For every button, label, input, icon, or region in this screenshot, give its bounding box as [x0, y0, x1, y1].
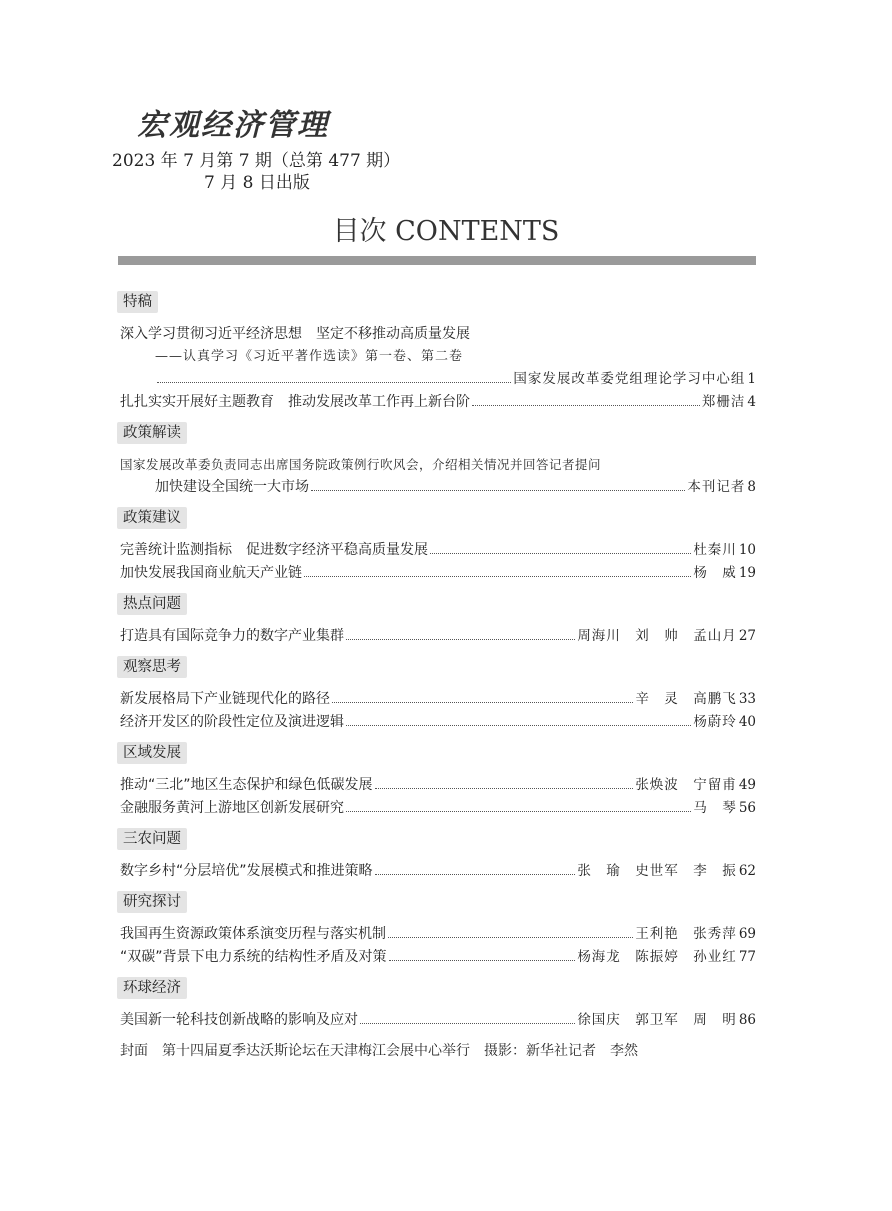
article-author: 本刊记者: [687, 479, 746, 495]
toc-entry[interactable]: [120, 539, 756, 562]
journal-masthead: 宏观经济管理: [137, 108, 329, 143]
toc-entry[interactable]: [120, 797, 756, 820]
toc-entry[interactable]: [120, 860, 756, 883]
section-entries: [120, 454, 756, 499]
article-title[interactable]: 新发展格局下产业链现代化的路径: [120, 691, 330, 707]
toc-section: [120, 593, 756, 648]
article-author: 辛 灵 高鹏飞: [635, 691, 737, 707]
article-author: 张焕波 宁留甫: [635, 777, 737, 793]
section-entries: [120, 1009, 756, 1032]
article-author: 王利艳 张秀萍: [635, 926, 737, 942]
section-label: 观察思考: [117, 656, 187, 678]
title-divider: [118, 256, 756, 265]
article-author: 徐国庆 郭卫军 周 明: [577, 1012, 737, 1028]
publish-date: 7 月 8 日出版: [204, 173, 310, 193]
dot-leader: [346, 725, 691, 726]
article-title[interactable]: 深入学习贯彻习近平经济思想 坚定不移推动高质量发展: [120, 326, 470, 342]
article-title[interactable]: 金融服务黄河上游地区创新发展研究: [120, 800, 344, 816]
article-author: 杨 威: [693, 565, 737, 581]
section-entries: [120, 688, 756, 734]
page-number: 62: [738, 863, 756, 879]
section-label: 研究探讨: [117, 891, 187, 913]
section-entries: [120, 860, 756, 883]
toc-entry[interactable]: [120, 923, 756, 946]
section-label: 热点问题: [117, 593, 187, 615]
toc-section: [120, 422, 756, 499]
section-entries: [120, 923, 756, 969]
page-number: 56: [738, 800, 756, 816]
article-title[interactable]: 推动“三北”地区生态保护和绿色低碳发展: [120, 777, 373, 793]
toc-entry[interactable]: [120, 1009, 756, 1032]
issue-number: 2023 年 7 月第 7 期（总第 477 期）: [112, 151, 401, 171]
page-number: 8: [747, 479, 756, 495]
toc-section: [120, 977, 756, 1032]
dot-leader: [304, 576, 691, 577]
section-label: 环球经济: [117, 977, 187, 999]
toc-entry[interactable]: [120, 476, 756, 499]
page-number: 77: [738, 949, 756, 965]
article-title[interactable]: 打造具有国际竞争力的数字产业集群: [120, 628, 344, 644]
page-number: 10: [738, 542, 756, 558]
section-entries: [120, 323, 756, 414]
dot-leader: [375, 874, 576, 875]
page-number: 4: [747, 394, 756, 410]
section-label: 政策建议: [117, 507, 187, 529]
page-number: 1: [747, 371, 756, 387]
article-title[interactable]: 加快发展我国商业航天产业链: [120, 565, 302, 581]
page-number: 69: [738, 926, 756, 942]
page-number: 40: [738, 714, 756, 730]
section-label: 政策解读: [117, 422, 187, 444]
article-title[interactable]: 美国新一轮科技创新战略的影响及应对: [120, 1012, 358, 1028]
toc-entry[interactable]: [120, 946, 756, 969]
article-author: 郑栅洁: [701, 394, 746, 410]
article-title[interactable]: 扎扎实实开展好主题教育 推动发展改革工作再上新台阶: [120, 394, 470, 410]
toc-entry[interactable]: [120, 562, 756, 585]
article-title[interactable]: 加快建设全国统一大市场: [155, 479, 309, 495]
toc-section: [120, 291, 756, 414]
article-heading: 国家发展改革委负责同志出席国务院政策例行吹风会，介绍相关情况并回答记者提问: [120, 457, 602, 472]
dot-leader: [360, 1023, 575, 1024]
article-subtitle: ——认真学习《习近平著作选读》第一卷、第二卷: [155, 349, 464, 364]
article-author: 马 琴: [693, 800, 737, 816]
article-title[interactable]: “双碳”背景下电力系统的结构性矛盾及对策: [120, 949, 387, 965]
dot-leader: [389, 960, 576, 961]
page-number: 86: [738, 1012, 756, 1028]
dot-leader: [157, 382, 511, 383]
page-number: 33: [738, 691, 756, 707]
section-label: 三农问题: [117, 828, 187, 850]
page-number: 19: [738, 565, 756, 581]
article-author: 国家发展改革委党组理论学习中心组: [513, 371, 746, 387]
section-label: 特稿: [117, 291, 158, 313]
toc-entry[interactable]: [120, 625, 756, 648]
section-entries: [120, 539, 756, 585]
dot-leader: [375, 788, 634, 789]
page-number: 49: [738, 777, 756, 793]
toc-entry[interactable]: [120, 391, 756, 414]
toc-section: [120, 891, 756, 969]
dot-leader: [430, 553, 691, 554]
toc-entry[interactable]: [120, 774, 756, 797]
dot-leader: [332, 702, 633, 703]
article-title[interactable]: 经济开发区的阶段性定位及演进逻辑: [120, 714, 344, 730]
article-author: 张 瑜 史世军 李 振: [577, 863, 737, 879]
dot-leader: [388, 937, 633, 938]
article-author: 杨蔚玲: [693, 714, 737, 730]
dot-leader: [311, 490, 685, 491]
issue-info: [112, 150, 400, 194]
article-title[interactable]: 数字乡村“分层培优”发展模式和推进策略: [120, 863, 373, 879]
dot-leader: [472, 405, 700, 406]
article-author: 杨海龙 陈振婷 孙业红: [577, 949, 737, 965]
section-entries: [120, 774, 756, 820]
article-author: 杜秦川: [693, 542, 737, 558]
toc-entry[interactable]: [120, 368, 756, 391]
toc-section: [120, 656, 756, 734]
toc-entry[interactable]: [120, 711, 756, 734]
article-author: 周海川 刘 帅 孟山月: [577, 628, 737, 644]
toc-section: [120, 828, 756, 883]
article-title[interactable]: 我国再生资源政策体系演变历程与落实机制: [120, 926, 386, 942]
toc-section: [120, 742, 756, 820]
section-entries: [120, 625, 756, 648]
article-title[interactable]: 完善统计监测指标 促进数字经济平稳高质量发展: [120, 542, 428, 558]
section-label: 区域发展: [117, 742, 187, 764]
cover-note: 封面 第十四届夏季达沃斯论坛在天津梅江会展中心举行 摄影：新华社记者 李然: [120, 1043, 638, 1059]
page-number: 27: [738, 628, 756, 644]
toc-entry[interactable]: [120, 688, 756, 711]
table-of-contents: [120, 291, 756, 1062]
dot-leader: [346, 639, 575, 640]
toc-section: [120, 507, 756, 585]
contents-title: 目次 CONTENTS: [332, 216, 560, 247]
dot-leader: [346, 811, 691, 812]
